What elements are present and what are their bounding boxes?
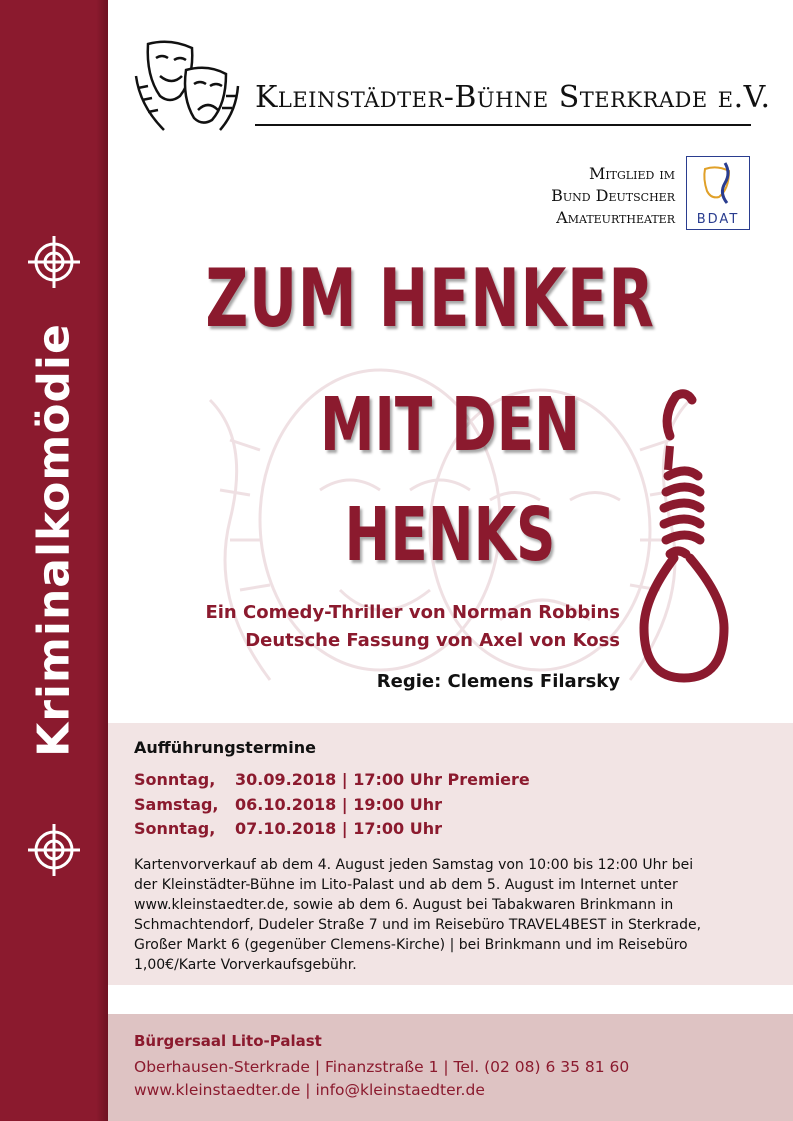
presale-line: www.kleinstaedter.de, sowie ab dem 6. August bei Tabakwaren Brinkmann in (134, 897, 674, 913)
presale-line: Kartenvorverkauf ab dem 4. August jeden Samstag von 10:00 bis 12:00 Uhr bei (134, 857, 694, 873)
theater-masks-logo (128, 36, 252, 136)
venue-name: Bürgersaal Lito-Palast (134, 1032, 322, 1050)
performance-date (134, 819, 442, 838)
bdat-logo (686, 156, 750, 230)
membership-line: Bund Deutscher (551, 186, 675, 205)
performance-date (134, 795, 442, 814)
venue-contact: www.kleinstaedter.de | info@kleinstaedter.de (134, 1081, 485, 1099)
play-title-line-2: MIT DEN (320, 382, 580, 468)
venue-address: Oberhausen-Sterkrade | Finanzstraße 1 | Tel. (02 08) 6 35 81 60 (134, 1058, 630, 1076)
performance-dates-heading: Aufführungstermine (134, 738, 316, 757)
genre-label: Kriminalkomödie (28, 323, 80, 757)
performance-day: Sonntag, (134, 819, 216, 838)
bdat-logo-label: BDAT (696, 212, 740, 227)
performance-date (134, 770, 530, 789)
author-credit: Ein Comedy-Thriller von Norman Robbins (205, 602, 620, 623)
crosshair-icon (24, 820, 84, 880)
presale-line: 1,00€/Karte Vorverkaufsgebühr. (134, 957, 357, 973)
performance-day: Sonntag, (134, 770, 216, 789)
noose-icon (630, 296, 730, 696)
play-title-line-1: ZUM HENKER (205, 252, 655, 345)
presale-info (134, 855, 754, 975)
translation-credit: Deutsche Fassung von Axel von Koss (245, 630, 620, 651)
performance-day: Samstag, (134, 795, 219, 814)
club-name: Kleinstädter-Bühne Sterkrade e.V. (255, 80, 771, 115)
presale-line: Großer Markt 6 (gegenüber Clemens-Kirche) | bei Brinkmann und im Reisebüro (134, 937, 688, 953)
performance-date-time: 30.09.2018 | 17:00 Uhr Premiere (235, 770, 530, 789)
presale-line: Schmachtendorf, Dudeler Straße 7 und im Reisebüro TRAVEL4BEST in Sterkrade, (134, 917, 702, 933)
crosshair-icon (24, 232, 84, 292)
presale-line: der Kleinstädter-Bühne im Lito-Palast und ab dem 5. August im Internet unter (134, 877, 678, 893)
membership-line: Mitglied im (588, 164, 675, 183)
play-title-line-3: HENKS (344, 492, 556, 578)
sidebar-edge (96, 0, 108, 1121)
header-divider (255, 124, 751, 126)
performance-date-time: 06.10.2018 | 19:00 Uhr (235, 795, 442, 814)
performance-date-time: 07.10.2018 | 17:00 Uhr (235, 819, 442, 838)
bdat-mask-icon (687, 157, 749, 209)
director-credit: Regie: Clemens Filarsky (376, 671, 620, 692)
membership-line: Amateurtheater (556, 208, 675, 227)
membership-text (455, 163, 675, 229)
